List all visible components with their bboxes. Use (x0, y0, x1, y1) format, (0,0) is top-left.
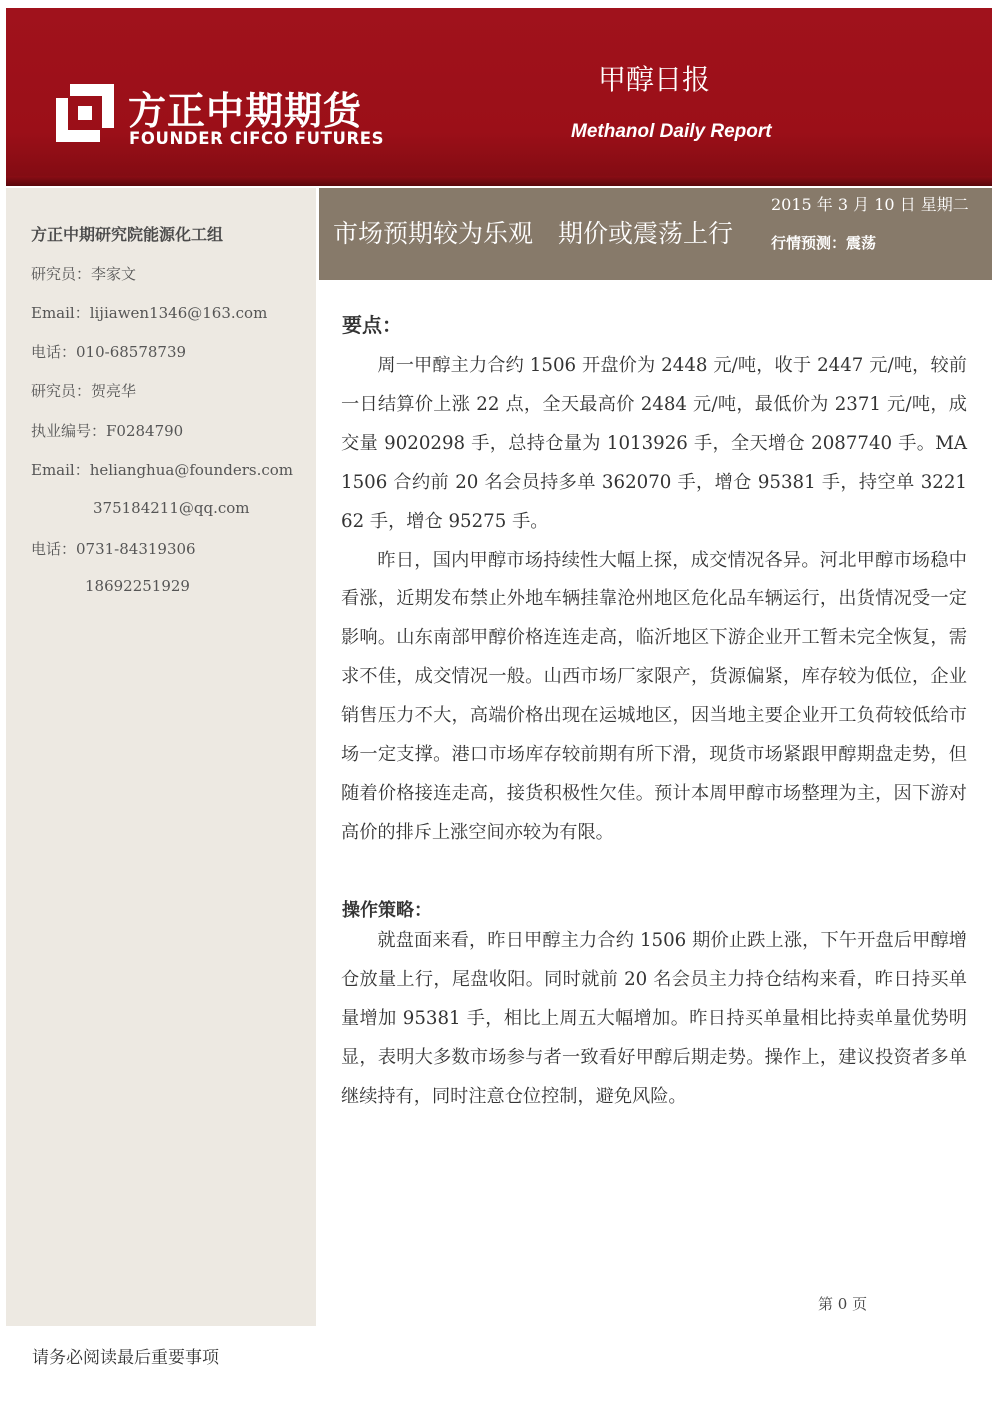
company-logo-icon (56, 84, 114, 142)
analyst-1-name: 研究员：李家文 (31, 265, 137, 283)
company-name-cn: 方正中期期货 (128, 89, 363, 133)
company-name-en: FOUNDER CIFCO FUTURES (129, 129, 385, 148)
analyst-2-license: 执业编号：F0284790 (31, 422, 184, 440)
analyst-1-phone: 电话：010-68578739 (31, 343, 187, 361)
key-points-heading: 要点： (342, 313, 402, 337)
report-title-cn: 甲醇日报 (598, 63, 711, 96)
footer-notice: 请务必阅读最后重要事项 (32, 1348, 219, 1368)
strategy-body (341, 922, 967, 1117)
strategy-heading: 操作策略： (342, 900, 432, 921)
key-points-body (341, 347, 967, 853)
paragraph: 昨日，国内甲醇市场持续性大幅上探，成交情况各异。河北甲醇市场稳中看涨，近期发布禁止外地车辆挂靠沧州地区危化品车辆运行，出货情况受一定影响。山东南部甲醇价格连连走高，临沂地区下游企业开工暂未完全恢复，需求不佳，成交情况一般。山西市场厂家限产，货源偏紧，库存较为低位，企业销售压力不大，高端价格出现在运城地区，因当地主要企业开工负荷较低给市场一定支撑。港口市场库存较前期有所下滑，现货市场紧跟甲醇期盘走势，但随着价格接连走高，接货积极性欠佳。预计本周甲醇市场整理为主，因下游对高价的排斥上涨空间亦较为有限。 (341, 549, 967, 843)
analyst-2-phone: 电话：0731-84319306 (31, 540, 196, 558)
report-date: 2015 年 3 月 10 日 星期二 (771, 195, 969, 214)
analyst-1-email: Email：lijiawen1346@163.com (31, 304, 268, 322)
page-title: 市场预期较为乐观 期价或震荡上行 (333, 219, 734, 248)
analyst-2-name: 研究员：贺亮华 (31, 382, 137, 400)
paragraph: 就盘面来看，昨日甲醇主力合约 1506 期价止跌上涨，下午开盘后甲醇增仓放量上行，尾盘收阳。同时就前 20 名会员主力持仓结构来看，昨日持买单量增加 95381 手，相比上周五大幅增加。昨日持买单量相比持卖单量优势明显，表明大多数市场参与者一致看好甲醇后期走势。操作上，建议投资者多单继续持有，同时注意仓位控制，避免风险。 (341, 930, 967, 1107)
analyst-2-email-alt: 375184211@qq.com (93, 499, 250, 517)
market-forecast: 行情预测：震荡 (771, 234, 877, 252)
analyst-2-email: Email：helianghua@founders.com (31, 461, 293, 479)
page-number: 第 0 页 (818, 1295, 868, 1313)
header-banner-shadow (6, 176, 992, 186)
sidebar-org: 方正中期研究院能源化工组 (31, 225, 224, 244)
report-title-en: Methanol Daily Report (571, 121, 772, 142)
analyst-2-phone-alt: 18692251929 (85, 577, 190, 595)
paragraph: 周一甲醇主力合约 1506 开盘价为 2448 元/吨，收于 2447 元/吨，较前一日结算价上涨 22 点，全天最高价 2484 元/吨，最低价为 2371 元/吨，成交量 9020298 手，总持仓量为 1013926 手，全天增仓 2087740 手。MA1506 合约前 20 名会员持多单 362070 手，增仓 95381 手，持空单 322162 手，增仓 95275 手。 (341, 355, 967, 532)
